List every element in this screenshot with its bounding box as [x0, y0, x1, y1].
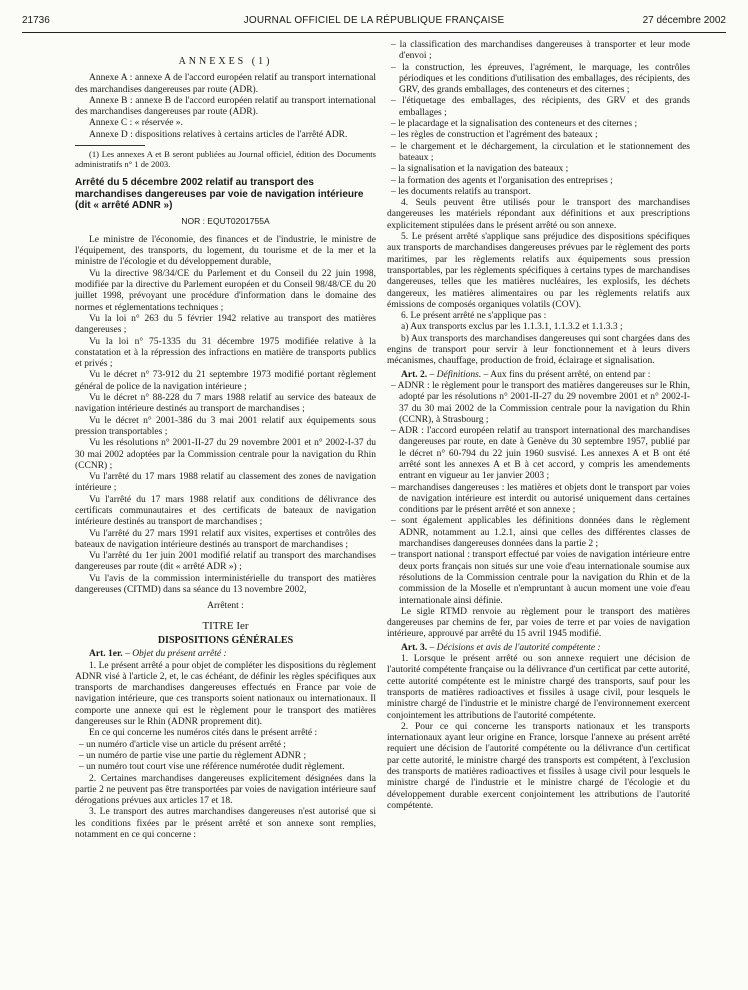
list-item: – un numéro de partie vise une partie du règlement ADNR ; — [79, 750, 307, 761]
article-3-number: Art. 3. — [401, 642, 428, 653]
annex-item: Annexe C : « réservée ». — [89, 118, 183, 129]
annex-item: Annexe B : annexe B de l'accord européen relatif au transport international des marchandises dangereuses par route (ADR). — [75, 95, 376, 118]
nor-reference: NOR : EQUT0201755A — [181, 215, 270, 226]
list-item: – un numéro d'article vise un article du présent arrêté ; — [79, 739, 286, 750]
definition-item: – ADNR : le règlement pour le transport des matières dangereuses sur le Rhin, adopté par les résolutions n° 2001-II-27 du 29 novembre 2001 et n° 2002-I-37 du 30 mai 2002 de la Commission centrale pour la navigation du Rhin (CCNR), à Strasbourg ; — [391, 380, 690, 425]
annex-item: Annexe A : annexe A de l'accord européen relatif au transport international des marchandises dangereuses par route (ADR). — [75, 73, 376, 95]
article-1-title: – Objet du présent arrêté : — [122, 649, 227, 660]
article-paragraph: 2. Certaines marchandises dangereuses explicitement désignées dans la partie 2 ne peuvent pas être transportées par voies de navigation intérieure sauf dérogations prévues aux articles 17 et 18. — [75, 773, 376, 807]
list-item: – la formation des agents et l'organisation des entreprises ; — [391, 175, 613, 186]
visa: Vu la directive 98/34/CE du Parlement et du Conseil du 22 juin 1998, modifiée par la directive du Parlement européen et du Conseil 98/48/CE du 20 juillet 1998, prévoyant une procédure d'information dans le domaine des normes et réglementations techniques ; — [75, 268, 376, 313]
visa: Vu le décret n° 73-912 du 21 septembre 1973 modifié portant règlement général de police de la navigation intérieure ; — [75, 370, 376, 392]
journal-title: JOURNAL OFFICIEL DE LA RÉPUBLIQUE FRANÇAISE — [243, 15, 505, 26]
footnote-divider — [75, 145, 145, 146]
definition-item: – marchandises dangereuses : les matières et objets dont le transport par voies de navigation intérieure est interdit ou autorisé uniquement dans certaines conditions par le présent arrêté et son annexe ; — [391, 482, 690, 516]
article-paragraph: 3. Le transport des autres marchandises dangereuses n'est autorisé que si les conditions fixées par le présent arrêté et son annexe sont remplies, notamment en ce qui concerne : — [75, 807, 376, 841]
titre-heading: TITRE Ier — [202, 619, 249, 632]
list-item: – la classification des marchandises dangereuses à transporter et leur mode d'envoi ; — [391, 40, 690, 62]
visa: Vu la loi n° 263 du 5 février 1942 relative au transport des matières dangereuses ; — [75, 313, 376, 336]
arretent: Arrêtent : — [207, 601, 244, 612]
visa: Vu le décret n° 2001-386 du 3 mai 2001 relatif aux équipements sous pression transportables ; — [75, 415, 376, 437]
visa: Vu les résolutions n° 2001-II-27 du 29 novembre 2001 et n° 2002-I-37 du 30 mai 2002 adoptées par la Commission centrale pour la navigation du Rhin (CCNR) ; — [75, 438, 376, 471]
article-paragraph: 6. Le présent arrêté ne s'applique pas : — [401, 311, 547, 322]
right-column — [387, 40, 690, 812]
article-2-lead: – Aux fins du présent arrêté, on entend par : — [481, 369, 651, 380]
page-number: 21736 — [22, 15, 50, 26]
visa: Vu le décret n° 88-228 du 7 mars 1988 relatif au service des bateaux de navigation intérieure destinés au transport de marchandises ; — [75, 393, 376, 415]
list-item: – le placardage et la signalisation des conteneurs et des citernes ; — [391, 119, 638, 130]
article-paragraph: Le sigle RTMD renvoie au règlement pour le transport des matières dangereuses par chemins de fer, par voies de terre et par voies de navigation intérieure, approuvé par arrêté du 15 avril 1945 modifié. — [387, 606, 690, 640]
article-paragraph: 5. Le présent arrêté s'applique sans préjudice des dispositions spécifiques aux transports de marchandises dangereuses prévues par le règlement des ports maritimes, par les règlements relatifs aux équipements sous pression transportables, par les règlements spécifiques à certains types de marchandises dangereuses, telles que les matières nucléaires, les explosifs, les déchets dangereux, les matières alimentaires ou par les règlements relatifs aux émissions de composés organiques volatils (COV). — [387, 232, 690, 310]
titre-subheading: DISPOSITIONS GÉNÉRALES — [157, 634, 294, 646]
visa: Vu la loi n° 75-1335 du 31 décembre 1975 modifiée relative à la constatation et à la répression des infractions en matière de transports publics et privés ; — [75, 336, 376, 370]
list-item: – les documents relatifs au transport. — [391, 186, 531, 197]
list-item: – la signalisation et la navigation des bateaux ; — [391, 164, 569, 175]
definition-item: – ADR : l'accord européen relatif au transport international des marchandises dangereuses par route, en date à Genève du 30 septembre 1957, publié par le décret n° 60-794 du 22 juin 1960 susvisé. Les annexes A et B ont été arrêté sont les annexes A et B à cet accord, y compris les amendements entrant en vigueur au 1er janvier 2003 ; — [391, 426, 690, 482]
article-3-heading — [387, 643, 690, 654]
article-paragraph: a) Aux transports exclus par les 1.1.3.1, 1.1.3.2 et 1.1.3.3 ; — [401, 322, 623, 333]
list-item: – les règles de construction et l'agrément des bateaux ; — [391, 130, 598, 141]
visa: Vu l'arrêté du 1er juin 2001 modifié relatif au transport des marchandises dangereuses par route (dit « arrêté ADR ») ; — [75, 551, 376, 573]
list-item: – l'étiquetage des emballages, des récipients, des GRV et des grands emballages ; — [391, 96, 690, 118]
article-1-number: Art. 1er. — [89, 649, 123, 660]
visa: Vu l'arrêté du 27 mars 1991 relatif aux visites, expertises et contrôles des bateaux de navigation intérieure destinés au transport de marchandises ; — [75, 528, 376, 550]
left-column — [75, 40, 376, 841]
issue-date: 27 décembre 2002 — [642, 15, 726, 26]
arrete-title: Arrêté du 5 décembre 2002 relatif au transport des marchandises dangereuses par voie de navigation intérieure (dit « arrêté ADNR ») — [75, 177, 364, 212]
visa: Vu l'arrêté du 17 mars 1988 relatif au classement des zones de navigation intérieure ; — [75, 472, 376, 494]
article-3-title: – Décisions et avis de l'autorité compétente : — [427, 642, 601, 653]
article-2-heading — [387, 370, 690, 381]
footnote: (1) Les annexes A et B seront publiées au Journal officiel, édition des Documents administratifs n° 1 de 2003. — [75, 149, 376, 170]
article-2-title: – Définitions. — [427, 369, 482, 380]
definition-item: – transport national : transport effectué par voies de navigation intérieure entre deux ports français non situés sur une voie d'eau internationale soumise aux résolutions de la Commission centrale pour la navigation du Rhin et de la commission de la Moselle et n'empruntant à aucun moment une voie d'eau internationale ainsi définie. — [391, 550, 690, 606]
annex-item: Annexe D : dispositions relatives à certains articles de l'arrêté ADR. — [89, 129, 348, 140]
article-1-heading — [75, 649, 376, 660]
preamble: Le ministre de l'économie, des finances et de l'industrie, le ministre de l'équipement, des transports, du logement, du tourisme et de la mer et la ministre de l'écologie et du développement durable, — [75, 234, 376, 268]
visa: Vu l'avis de la commission interministérielle du transport des matières dangereuses (CITMD) dans sa séance du 13 novembre 2002, — [75, 573, 376, 596]
article-paragraph: En ce qui concerne les numéros cités dans le présent arrêté : — [89, 728, 318, 739]
annexes-title: ANNEXES (1) — [178, 56, 273, 67]
article-paragraph: b) Aux transports des marchandises dangereuses qui sont chargées dans des engins de transport pour servir à leur fonctionnement et à leurs divers mécanismes, chauffage, production de froid, éclairage et signalisation. — [387, 333, 690, 367]
article-paragraph: 1. Lorsque le présent arrêté ou son annexe requiert une décision de l'autorité compétente française ou la délivrance d'un certificat par cette autorité, cette autorité compétente est le ministre chargé des transports, sauf pour les transports de matières radioactives et fissiles à usage civil, pour lesquels le ministre chargé de l'industrie et le ministre chargé de l'environnement exercent conjointement les attributions de l'autorité compétente. — [387, 654, 690, 721]
article-2-number: Art. 2. — [401, 369, 428, 380]
list-item: – la construction, les épreuves, l'agrément, le marquage, les contrôles périodiques et les conditions d'utilisation des emballages, des récipients, des GRV, des grands emballages, des conteneurs et des citernes ; — [391, 62, 690, 96]
definition-item: – sont également applicables les définitions données dans le règlement ADNR, notamment au 1.2.1, ainsi que celles des différentes classes de marchandises dangereuses données dans la partie 2 ; — [391, 516, 690, 550]
article-paragraph: 4. Seuls peuvent être utilisés pour le transport des marchandises dangereuses les matériels répondant aux définitions et aux prescriptions explicitement stipulées dans le présent arrêté ou son annexe. — [387, 198, 690, 231]
page-header — [22, 10, 726, 33]
article-paragraph: 1. Le présent arrêté a pour objet de compléter les dispositions du règlement ADNR visé à l'article 2, et, le cas échéant, de définir les règles spécifiques aux transports de marchandises dangereuses effectués en France par voie de navigation intérieure, que ces transports soient nationaux ou internationaux. Il comporte une annexe qui est le règlement pour le transport des matières dangereuses sur le Rhin (ADNR proprement dit). — [75, 660, 376, 728]
article-paragraph: 2. Pour ce qui concerne les transports nationaux et les transports internationaux ayant leur origine en France, lorsque l'annexe au présent arrêté requiert une décision de l'autorité compétente ou la délivrance d'un certificat par cette autorité, le ministre chargé des transports est compétent, à l'exclusion des transports de matières radioactives et fissiles à usage civil pour lesquels le ministre chargé de l'industrie et le ministre chargé de l'écologie et du développement durable exercent conjointement les attributions de l'autorité compétente. — [387, 721, 690, 811]
visa: Vu l'arrêté du 17 mars 1988 relatif aux conditions de délivrance des certificats communautaires et des certificats de bateaux de navigation intérieure destinés au transport de marchandises ; — [75, 494, 376, 528]
list-item: – un numéro tout court vise une référence numérotée dudit règlement. — [79, 762, 345, 773]
list-item: – le chargement et le déchargement, la circulation et le stationnement des bateaux ; — [391, 141, 690, 163]
